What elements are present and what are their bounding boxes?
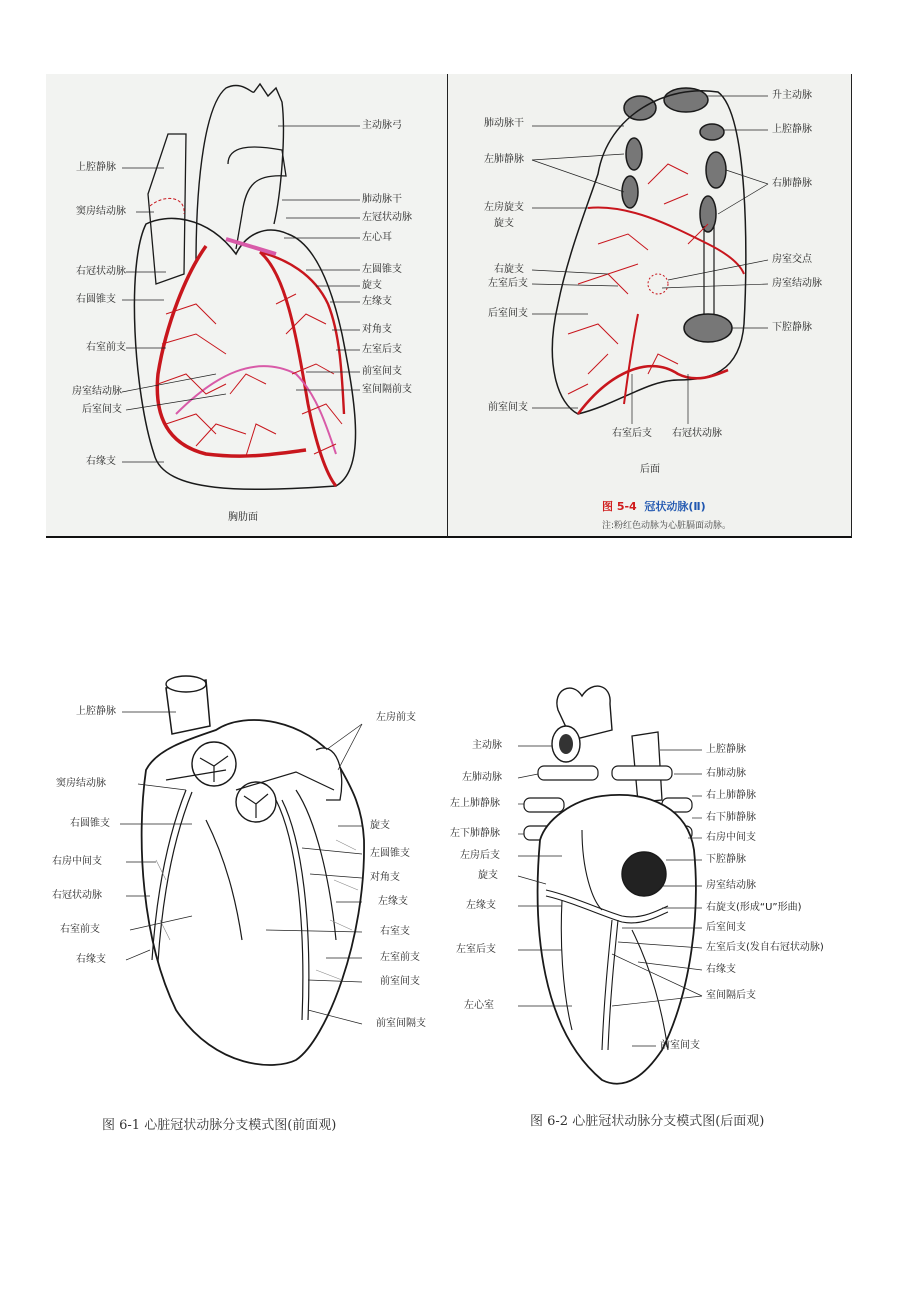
label-right-pulmonary-veins: 右肺静脉 (772, 178, 812, 189)
label-right-conus-branch: 右圆锥支 (70, 818, 110, 829)
label-right-ventricular: 右室支 (380, 926, 410, 937)
label-right-intermediate-atrial: 右房中间支 (706, 832, 756, 843)
heart-posterior-color-figure (448, 74, 852, 538)
label-aorta: 主动脉 (472, 740, 502, 751)
label-right-inferior-pulmonary-vein: 右下肺静脉 (706, 812, 756, 823)
label-right-pulmonary-artery: 右肺动脉 (706, 768, 746, 779)
label-left-coronary-artery: 左冠状动脉 (362, 212, 412, 223)
label-circumflex: 旋支 (494, 218, 514, 229)
label-anterior-interventricular: 前室间支 (380, 976, 420, 987)
label-left-posterior-ventricular-branch: 左室后支 (362, 344, 402, 355)
posterior-descending (624, 314, 638, 404)
caption-figure-6-1: 图 6-1 心脏冠状动脉分支模式图(前面观) (102, 1118, 337, 1133)
label-ascending-aorta: 升主动脉 (772, 90, 812, 101)
label-left-marginal-branch: 左缘支 (362, 296, 392, 307)
label-superior-vena-cava: 上腔静脉 (706, 744, 746, 755)
label-right-circumflex: 右旋支 (494, 264, 524, 275)
label-right-superior-pulmonary-vein: 右上肺静脉 (706, 790, 756, 801)
label-right-circumflex-u-curve: 右旋支(形成“U”形曲) (706, 902, 802, 913)
label-av-nodal-artery: 房室结动脉 (772, 278, 822, 289)
label-anterior-interventricular: 前室间支 (660, 1040, 700, 1051)
label-aortic-arch: 主动脉弓 (362, 120, 402, 131)
label-left-anterior-atrial: 左房前支 (376, 712, 416, 723)
figure-title-text: 冠状动脉(Ⅱ) (644, 500, 706, 513)
label-left-conus: 左圆锥支 (370, 848, 410, 859)
label-right-marginal-branch: 右缘支 (86, 456, 116, 467)
label-diagonal-branch: 对角支 (362, 324, 392, 335)
label-right-marginal: 右缘支 (76, 954, 106, 965)
label-right-anterior-ventricular-branch: 右室前支 (86, 342, 126, 353)
label-right-posterior-ventricular: 右室后支 (612, 428, 652, 439)
label-left-anterior-ventricular: 左室前支 (380, 952, 420, 963)
label-posterior-interventricular: 后室间支 (488, 308, 528, 319)
label-right-marginal: 右缘支 (706, 964, 736, 975)
figure-title (602, 498, 706, 514)
subcaption-sternocostal: 胸肋面 (228, 512, 258, 523)
label-left-pulmonary-artery: 左肺动脉 (462, 772, 502, 783)
label-superior-vena-cava: 上腔静脉 (76, 706, 116, 717)
label-av-nodal-artery: 房室结动脉 (706, 880, 756, 891)
label-left-posterior-ventricular: 左室后支 (488, 278, 528, 289)
label-left-marginal: 左缘支 (378, 896, 408, 907)
label-superior-vena-cava: 上腔静脉 (772, 124, 812, 135)
label-circumflex: 旋支 (478, 870, 498, 881)
label-posterior-interventricular-branch: 后室间支 (82, 404, 122, 415)
label-circumflex: 旋支 (370, 820, 390, 831)
label-sinoatrial-artery: 窦房结动脉 (56, 778, 106, 789)
label-left-posterior-ventricular: 左室后支 (456, 944, 496, 955)
label-left-pulmonary-veins: 左肺静脉 (484, 154, 524, 165)
subcaption-posterior: 后面 (640, 464, 660, 475)
label-sinoatrial-artery: 窦房结动脉 (76, 206, 126, 217)
label-left-ventricle: 左心室 (464, 1000, 494, 1011)
label-anterior-interventricular: 前室间支 (488, 402, 528, 413)
label-diagonal: 对角支 (370, 872, 400, 883)
figure-number: 图 5-4 (602, 500, 637, 513)
label-superior-vena-cava: 上腔静脉 (76, 162, 116, 173)
label-right-intermediate-atrial: 右房中间支 (52, 856, 102, 867)
label-right-conus-branch: 右圆锥支 (76, 294, 116, 305)
heart-posterior-line-figure (450, 670, 842, 1140)
circumflex-posterior (588, 207, 744, 274)
label-left-inferior-pulmonary-vein: 左下肺静脉 (450, 828, 500, 839)
heart-anterior-color-figure (46, 74, 448, 538)
label-av-nodal-artery: 房室结动脉 (72, 386, 122, 397)
label-inferior-vena-cava: 下腔静脉 (706, 854, 746, 865)
label-posterior-interventricular: 后室间支 (706, 922, 746, 933)
caption-figure-6-2: 图 6-2 心脏冠状动脉分支模式图(后面观) (530, 1114, 765, 1129)
label-left-auricle: 左心耳 (362, 232, 392, 243)
heart-anterior-line-figure (46, 640, 446, 1140)
figure-note: 注:粉红色动脉为心脏膈面动脉。 (602, 521, 732, 531)
label-right-coronary-artery: 右冠状动脉 (672, 428, 722, 439)
ivc-opening (622, 852, 666, 896)
label-left-atrial-circumflex: 左房旋支 (484, 202, 524, 213)
label-posterior-septal: 室间隔后支 (706, 990, 756, 1001)
label-pulmonary-trunk: 肺动脉干 (362, 194, 402, 205)
label-anterior-interventricular-branch: 前室间支 (362, 366, 402, 377)
panel1-leader-lines (46, 74, 448, 538)
label-left-marginal: 左缘支 (466, 900, 496, 911)
label-right-coronary-artery: 右冠状动脉 (52, 890, 102, 901)
label-left-conus-branch: 左圆锥支 (362, 264, 402, 275)
label-crux: 房室交点 (772, 254, 812, 265)
label-circumflex-branch: 旋支 (362, 280, 382, 291)
label-anterior-septal-branch: 室间隔前支 (362, 384, 412, 395)
label-anterior-septal: 前室间隔支 (376, 1018, 426, 1029)
label-right-coronary-artery: 右冠状动脉 (76, 266, 126, 277)
label-pulmonary-trunk: 肺动脉干 (484, 118, 524, 129)
label-inferior-vena-cava: 下腔静脉 (772, 322, 812, 333)
label-left-posterior-atrial: 左房后支 (460, 850, 500, 861)
label-right-anterior-ventricular: 右室前支 (60, 924, 100, 935)
label-left-superior-pulmonary-vein: 左上肺静脉 (450, 798, 500, 809)
label-left-posterior-ventricular-from-rca: 左室后支(发自右冠状动脉) (706, 942, 824, 953)
